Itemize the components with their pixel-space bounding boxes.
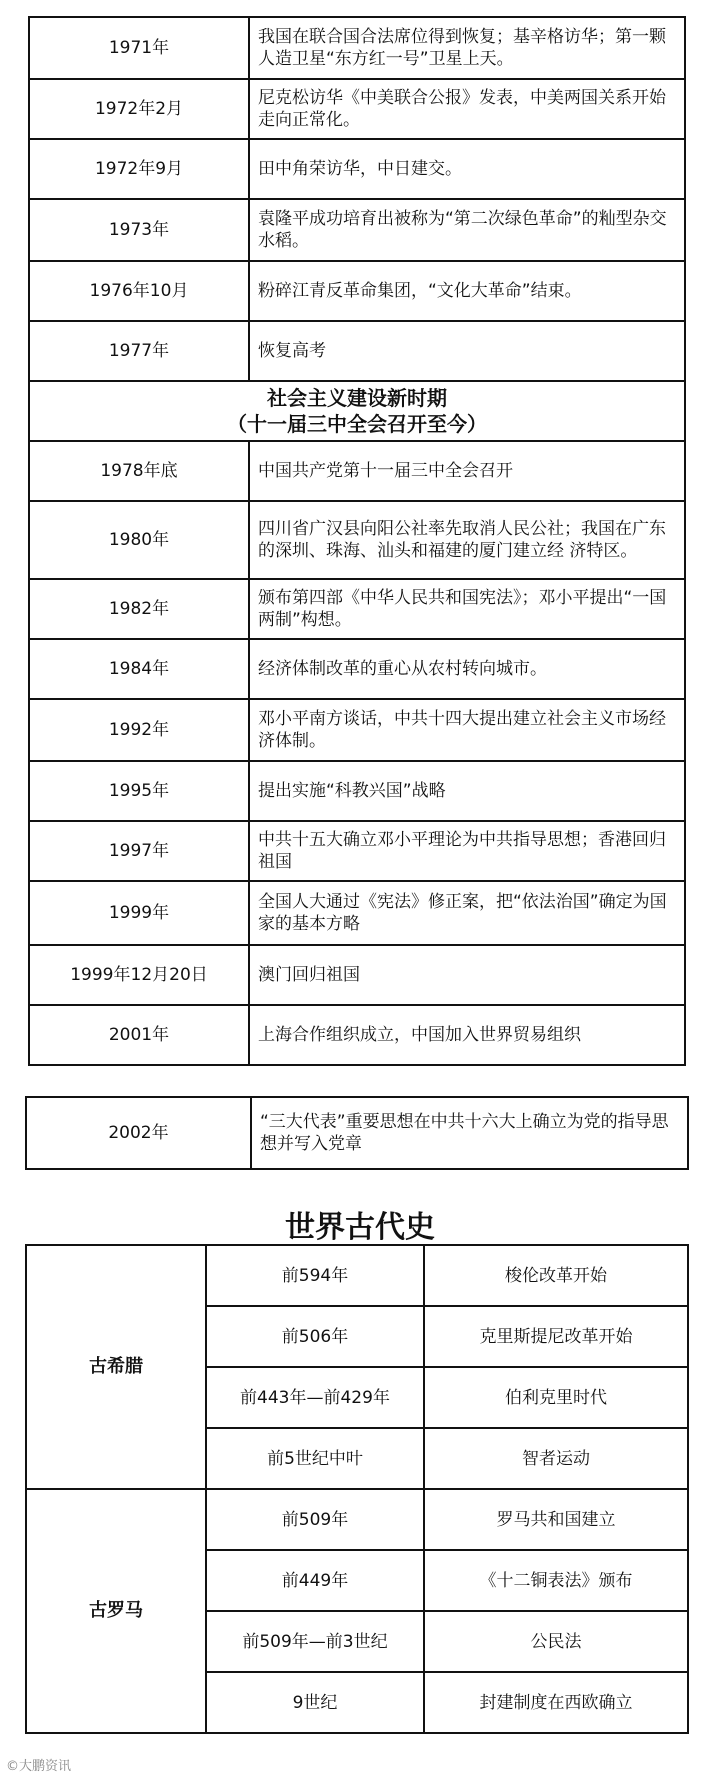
date-cell: 2001年 xyxy=(29,1005,249,1065)
date-cell: 2002年 xyxy=(26,1097,251,1169)
event-cell: 伯利克里时代 xyxy=(424,1367,688,1428)
table-row xyxy=(29,945,685,1005)
date-cell: 1999年12月20日 xyxy=(29,945,249,1005)
event-cell: 封建制度在西欧确立 xyxy=(424,1672,688,1733)
event-cell: 颁布第四部《中华人民共和国宪法》；邓小平提出“一国两制”构想。 xyxy=(249,579,685,639)
event-cell: 邓小平南方谈话，中共十四大提出建立社会主义市场经济体制。 xyxy=(249,699,685,761)
table-row xyxy=(26,1245,688,1306)
date-cell: 1976年10月 xyxy=(29,261,249,321)
section-heading-row xyxy=(29,381,685,441)
footer-watermark: ©大鹏资讯 xyxy=(6,1759,72,1774)
event-cell: 经济体制改革的重心从农村转向城市。 xyxy=(249,639,685,699)
event-cell: 克里斯提尼改革开始 xyxy=(424,1306,688,1367)
table-row xyxy=(29,699,685,761)
event-cell: 田中角荣访华，中日建交。 xyxy=(249,139,685,199)
date-cell: 1972年2月 xyxy=(29,79,249,139)
table-row xyxy=(26,1097,688,1169)
event-cell: 粉碎江青反革命集团，“文化大革命”结束。 xyxy=(249,261,685,321)
event-cell: 《十二铜表法》颁布 xyxy=(424,1550,688,1611)
date-cell: 1999年 xyxy=(29,881,249,945)
table-row xyxy=(29,261,685,321)
region-cell-rome: 古罗马 xyxy=(26,1489,206,1733)
date-cell: 1995年 xyxy=(29,761,249,821)
date-cell: 1980年 xyxy=(29,501,249,579)
event-cell: 尼克松访华《中美联合公报》发表，中美两国关系开始走向正常化。 xyxy=(249,79,685,139)
table-row xyxy=(29,321,685,381)
table-row xyxy=(29,441,685,501)
table-row xyxy=(29,199,685,261)
event-cell: 提出实施“科教兴国”战略 xyxy=(249,761,685,821)
date-cell: 前509年 xyxy=(206,1489,424,1550)
event-cell: 我国在联合国合法席位得到恢复；基辛格访华；第一颗人造卫星“东方红一号”卫星上天。 xyxy=(249,17,685,79)
table-row xyxy=(29,1005,685,1065)
date-cell: 前5世纪中叶 xyxy=(206,1428,424,1489)
table-row xyxy=(29,821,685,881)
date-cell: 前443年—前429年 xyxy=(206,1367,424,1428)
table-row xyxy=(29,17,685,79)
table-row xyxy=(29,881,685,945)
section-heading-line2: （十一届三中全会召开至今） xyxy=(227,412,487,436)
date-cell: 1971年 xyxy=(29,17,249,79)
date-cell: 1992年 xyxy=(29,699,249,761)
date-cell: 1982年 xyxy=(29,579,249,639)
modern-history-table xyxy=(28,16,686,1066)
event-cell: 四川省广汉县向阳公社率先取消人民公社；我国在广东的深圳、珠海、汕头和福建的厦门建立经 济特区。 xyxy=(249,501,685,579)
date-cell: 前506年 xyxy=(206,1306,424,1367)
date-cell: 1978年底 xyxy=(29,441,249,501)
event-cell: 上海合作组织成立，中国加入世界贸易组织 xyxy=(249,1005,685,1065)
date-cell: 9世纪 xyxy=(206,1672,424,1733)
section-heading-line1: 社会主义建设新时期 xyxy=(267,386,447,410)
row-2002-table xyxy=(25,1096,689,1170)
section-heading xyxy=(29,381,685,441)
event-cell: 中国共产党第十一届三中全会召开 xyxy=(249,441,685,501)
date-cell: 前449年 xyxy=(206,1550,424,1611)
event-cell: “三大代表”重要思想在中共十六大上确立为党的指导思想并写入党章 xyxy=(251,1097,688,1169)
region-cell-greece: 古希腊 xyxy=(26,1245,206,1489)
date-cell: 1997年 xyxy=(29,821,249,881)
world-history-table xyxy=(25,1244,689,1734)
event-cell: 全国人大通过《宪法》修正案，把“依法治国”确定为国家的基本方略 xyxy=(249,881,685,945)
table-row xyxy=(26,1489,688,1550)
event-cell: 袁隆平成功培育出被称为“第二次绿色革命”的籼型杂交水稻。 xyxy=(249,199,685,261)
event-cell: 罗马共和国建立 xyxy=(424,1489,688,1550)
table-row xyxy=(29,579,685,639)
table-row xyxy=(29,79,685,139)
event-cell: 梭伦改革开始 xyxy=(424,1245,688,1306)
table-row xyxy=(29,639,685,699)
date-cell: 前594年 xyxy=(206,1245,424,1306)
table-row xyxy=(29,501,685,579)
date-cell: 前509年—前3世纪 xyxy=(206,1611,424,1672)
event-cell: 恢复高考 xyxy=(249,321,685,381)
event-cell: 澳门回归祖国 xyxy=(249,945,685,1005)
date-cell: 1984年 xyxy=(29,639,249,699)
event-cell: 智者运动 xyxy=(424,1428,688,1489)
table-row xyxy=(29,139,685,199)
table-row xyxy=(29,761,685,821)
event-cell: 公民法 xyxy=(424,1611,688,1672)
date-cell: 1972年9月 xyxy=(29,139,249,199)
date-cell: 1977年 xyxy=(29,321,249,381)
date-cell: 1973年 xyxy=(29,199,249,261)
event-cell: 中共十五大确立邓小平理论为中共指导思想；香港回归祖国 xyxy=(249,821,685,881)
world-history-title: 世界古代史 xyxy=(285,1210,435,1245)
